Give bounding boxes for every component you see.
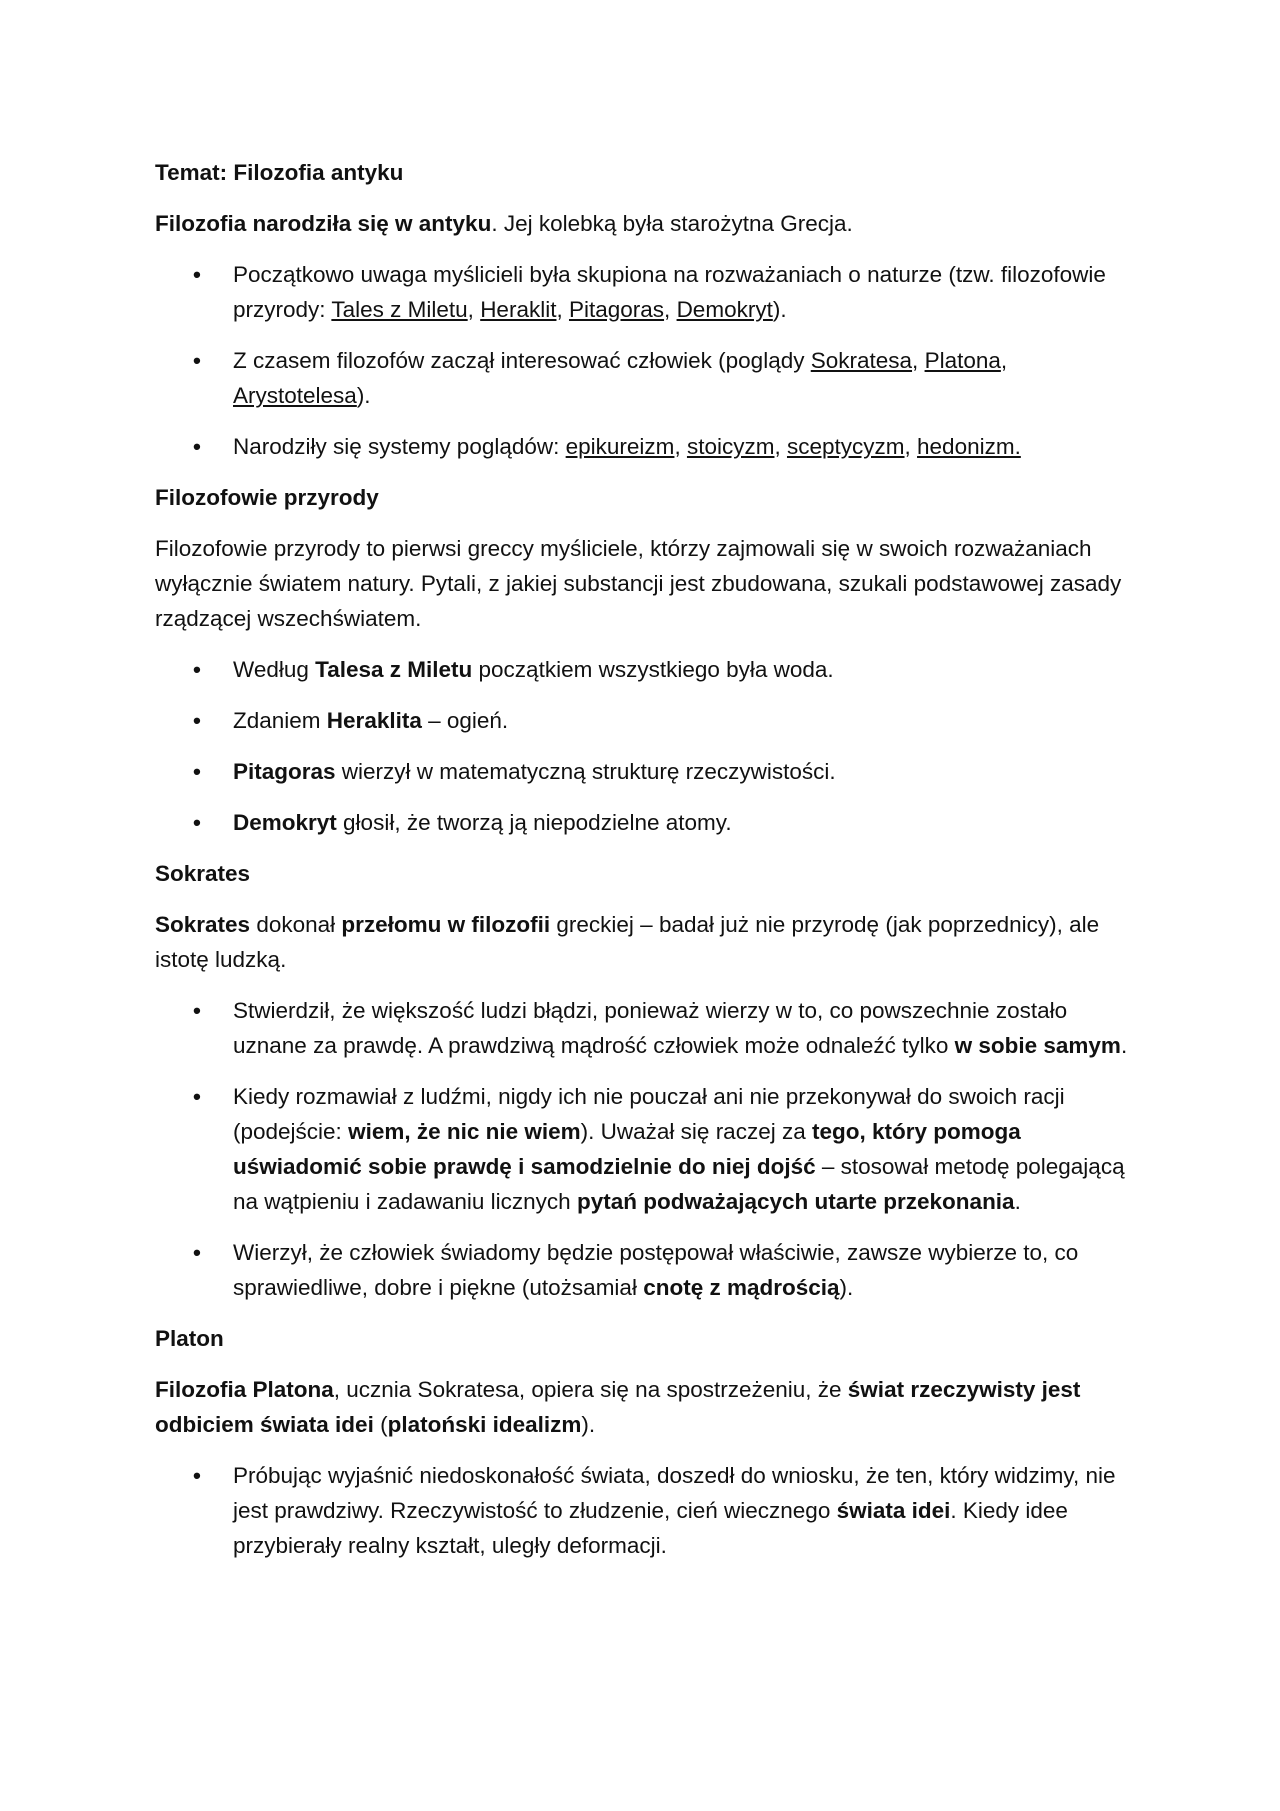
list-item: • Próbując wyjaśnić niedoskonałość świata, doszedł do wniosku, że ten, który widzimy, nie jest prawdziwy. Rzeczywistość to złudzenie, cień wiecznego świata idei. Kiedy idee przybierały realny kształt, uległy deformacji. xyxy=(155,1458,1140,1563)
bullet-icon: • xyxy=(193,348,201,373)
page-title: Temat: Filozofia antyku xyxy=(155,160,404,185)
bullet-icon: • xyxy=(193,262,201,287)
link-arystotelesa[interactable]: Arystotelesa xyxy=(233,383,357,408)
link-hedonizm[interactable]: hedonizm. xyxy=(917,434,1021,459)
section-heading-socrates: Sokrates xyxy=(155,861,251,886)
list-item: • Narodziły się systemy poglądów: epikureizm, stoicyzm, sceptycyzm, hedonizm. xyxy=(155,429,1140,464)
intro-bold: Filozofia narodziła się w antyku xyxy=(155,211,492,236)
socrates-list xyxy=(155,993,1140,1305)
list-item: • Kiedy rozmawiał z ludźmi, nigdy ich nie pouczał ani nie przekonywał do swoich racji (podejście: wiem, że nic nie wiem). Uważał się raczej za tego, który pomoga uświadomić sobie prawdę i samodzielnie do niej dojść – stosował metodę polegającą na wątpieniu i zadawaniu licznych pytań podważających utarte przekonania. xyxy=(155,1079,1140,1219)
nature-list xyxy=(155,652,1140,840)
link-platona[interactable]: Platona xyxy=(924,348,1001,373)
bullet-icon: • xyxy=(193,657,201,682)
link-heraklit[interactable]: Heraklit xyxy=(480,297,557,322)
bullet-icon: • xyxy=(193,1463,201,1488)
intro-paragraph: Filozofia narodziła się w antyku. Jej kolebką była starożytna Grecja. xyxy=(155,211,853,236)
nature-paragraph: Filozofowie przyrody to pierwsi greccy myśliciele, którzy zajmowali się w swoich rozważaniach wyłącznie światem natury. Pytali, z jakiej substancji jest zbudowana, szukali podstawowej zasady rządzącej wszechświatem. xyxy=(155,536,1122,631)
link-stoicyzm[interactable]: stoicyzm xyxy=(686,434,775,459)
list-item: • Z czasem filozofów zaczął interesować człowiek (poglądy Sokratesa, Platona, Arystotelesa). xyxy=(155,343,1140,413)
list-item: • Pitagoras wierzył w matematyczną strukturę rzeczywistości. xyxy=(155,754,1140,789)
link-tales[interactable]: Tales z Miletu xyxy=(331,297,468,322)
bullet-icon: • xyxy=(193,998,201,1023)
socrates-paragraph: Sokrates dokonał przełomu w filozofii greckiej – badał już nie przyrodę (jak poprzednicy), ale istotę ludzką. xyxy=(155,912,1100,972)
link-epikureizm[interactable]: epikureizm xyxy=(565,434,675,459)
link-demokryt[interactable]: Demokryt xyxy=(676,297,773,322)
section-heading-plato: Platon xyxy=(155,1326,224,1351)
bullet-icon: • xyxy=(193,1084,201,1109)
list-item: • Według Talesa z Miletu początkiem wszystkiego była woda. xyxy=(155,652,1140,687)
list-item: • Zdaniem Heraklita – ogień. xyxy=(155,703,1140,738)
list-item: • Wierzył, że człowiek świadomy będzie postępował właściwie, zawsze wybierze to, co sprawiedliwe, dobre i piękne (utożsamiał cnotę z mądrością). xyxy=(155,1235,1140,1305)
bullet-icon: • xyxy=(193,810,201,835)
list-item: • Stwierdził, że większość ludzi błądzi, ponieważ wierzy w to, co powszechnie zostało uznane za prawdę. A prawdziwą mądrość człowiek może odnaleźć tylko w sobie samym. xyxy=(155,993,1140,1063)
plato-list xyxy=(155,1458,1140,1563)
overview-list xyxy=(155,257,1140,464)
link-sokratesa[interactable]: Sokratesa xyxy=(810,348,913,373)
bullet-icon: • xyxy=(193,759,201,784)
bullet-icon: • xyxy=(193,434,201,459)
list-item: • Demokryt głosił, że tworzą ją niepodzielne atomy. xyxy=(155,805,1140,840)
bullet-icon: • xyxy=(193,708,201,733)
bullet-icon: • xyxy=(193,1240,201,1265)
section-heading-nature: Filozofowie przyrody xyxy=(155,485,379,510)
plato-paragraph: Filozofia Platona, ucznia Sokratesa, opiera się na spostrzeżeniu, że świat rzeczywisty jest odbiciem świata idei (platoński idealizm). xyxy=(155,1377,1081,1437)
list-item: • Początkowo uwaga myślicieli była skupiona na rozważaniach o naturze (tzw. filozofowie przyrody: Tales z Miletu, Heraklit, Pitagoras, Demokryt). xyxy=(155,257,1140,327)
document-page xyxy=(155,155,1140,1579)
link-pitagoras[interactable]: Pitagoras xyxy=(568,297,665,322)
link-sceptycyzm[interactable]: sceptycyzm xyxy=(786,434,905,459)
